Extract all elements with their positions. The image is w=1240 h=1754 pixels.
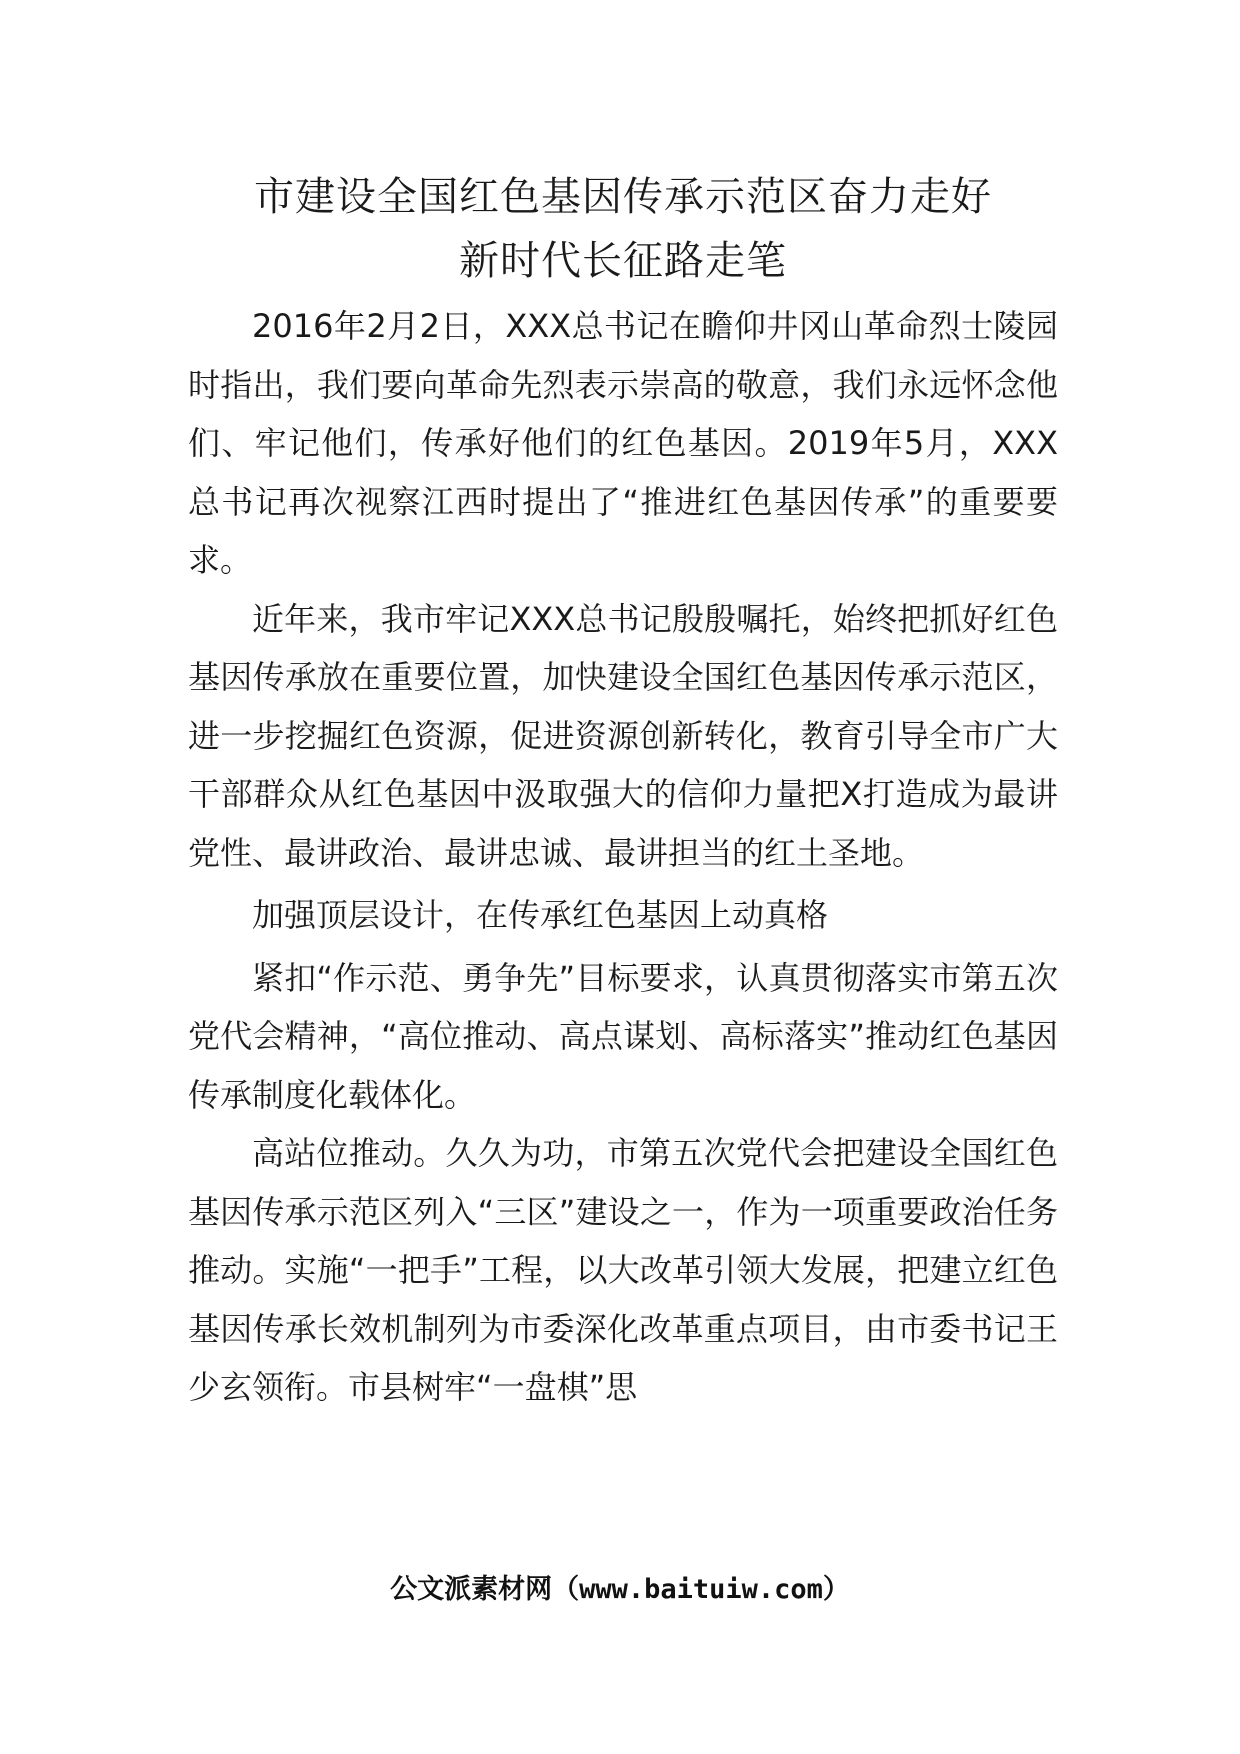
source-footer: 公文派素材网（www.baituiw.com） xyxy=(390,1574,850,1605)
section-heading: 加强顶层设计，在传承红色基因上动真格 xyxy=(252,896,829,934)
title-line-2: 新时代长征路走笔 xyxy=(459,238,787,284)
document-body xyxy=(188,297,1058,1417)
paragraph-high-standing: 高站位推动。久久为功，市第五次党代会把建设全国红色基因传承示范区列入“三区”建设之一，作为一项重要政治任务推动。实施“一把手”工程，以大改革引领大发展，把建立红色基因传承长效机制列为市委深化改革重点项目，由市委书记王少玄领衔。市县树牢“一盘棋”思 xyxy=(188,1134,1058,1406)
document-page xyxy=(188,165,1058,1417)
title-line-1: 市建设全国红色基因传承示范区奋力走好 xyxy=(254,174,992,220)
document-title xyxy=(188,165,1058,293)
paragraph-recent-years: 近年来，我市牢记XXX总书记殷殷嘱托，始终把抓好红色基因传承放在重要位置，加快建设全国红色基因传承示范区，进一步挖掘红色资源，促进资源创新转化，教育引导全市广大干部群众从红色基因中汲取强大的信仰力量把X打造成为最讲党性、最讲政治、最讲忠诚、最讲担当的红土圣地。 xyxy=(188,599,1058,872)
paragraph-goals: 紧扣“作示范、勇争先”目标要求，认真贯彻落实市第五次党代会精神，“高位推动、高点谋划、高标落实”推动红色基因传承制度化载体化。 xyxy=(188,958,1058,1114)
paragraph-intro: 2016年2月2日，XXX总书记在瞻仰井冈山革命烈士陵园时指出，我们要向革命先烈表示崇高的敬意，我们永远怀念他们、牢记他们，传承好他们的红色基因。2019年5月，XXX总书记再次视察江西时提出了“推进红色基因传承”的重要要求。 xyxy=(188,307,1058,579)
